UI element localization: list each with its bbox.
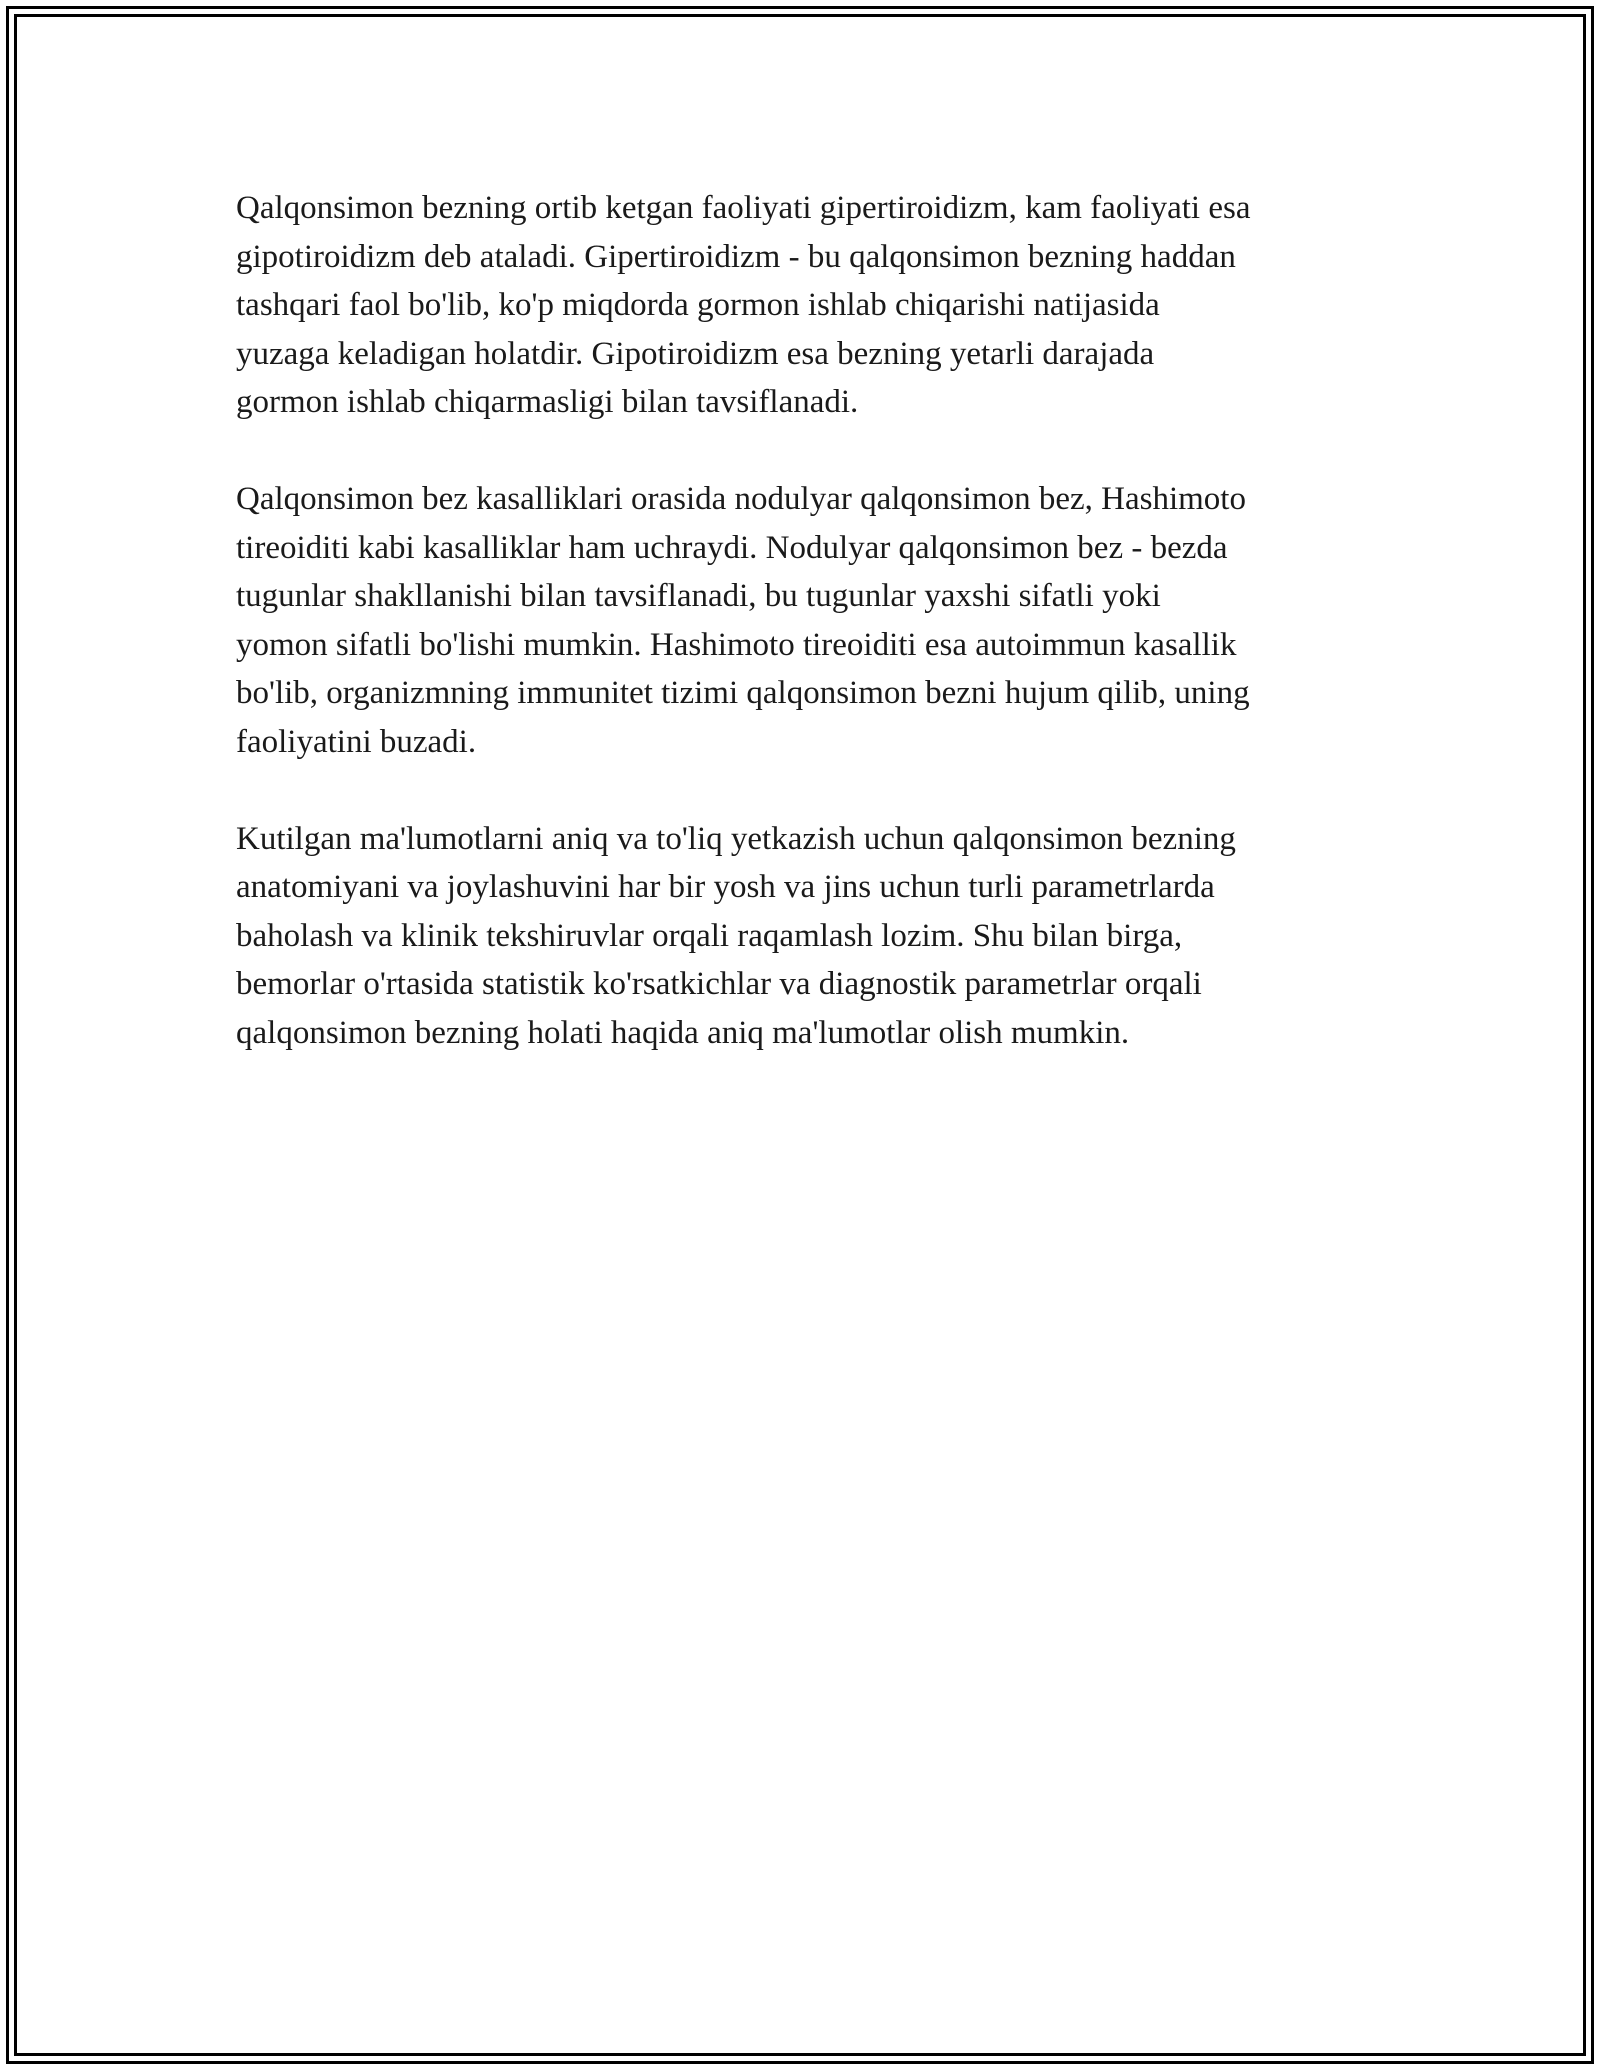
document-body bbox=[236, 184, 1376, 1106]
paragraph-diagnostics: Kutilgan ma'lumotlarni aniq va to'liq yetkazish uchun qalqonsimon bezning anatomiyani va joylashuvini har bir yosh va jins uchun turli parametrlarda baholash va klinik tekshiruvlar orqali raqamlash lozim. Shu bilan birga, bemorlar o'rtasida statistik ko'rsatkichlar va diagnostik parametrlar orqali qalqonsimon bezning holati haqida aniq ma'lumotlar olish mumkin. bbox=[236, 820, 1236, 1051]
paragraph-thyroid-diseases: Qalqonsimon bez kasalliklari orasida nodulyar qalqonsimon bez, Hashimoto tireoiditi kabi kasalliklar ham uchraydi. Nodulyar qalqonsimon bez - bezda tugunlar shakllanishi bilan tavsiflanadi, bu tugunlar yaxshi sifatli yoki yomon sifatli bo'lishi mumkin. Hashimoto tireoiditi esa autoimmun kasallik bo'lib, organizmning immunitet tizimi qalqonsimon bezni hujum qilib, uning faoliyatini buzadi. bbox=[236, 481, 1250, 760]
paragraph-hyper-hypothyroidism: Qalqonsimon bezning ortib ketgan faoliyati gipertiroidizm, kam faoliyati esa gipotiroidizm deb ataladi. Gipertiroidizm - bu qalqonsimon bezning haddan tashqari faol bo'lib, ko'p miqdorda gormon ishlab chiqarishi natijasida yuzaga keladigan holatdir. Gipotiroidizm esa bezning yetarli darajada gormon ishlab chiqarmasligi bilan tavsiflanadi. bbox=[236, 190, 1251, 420]
